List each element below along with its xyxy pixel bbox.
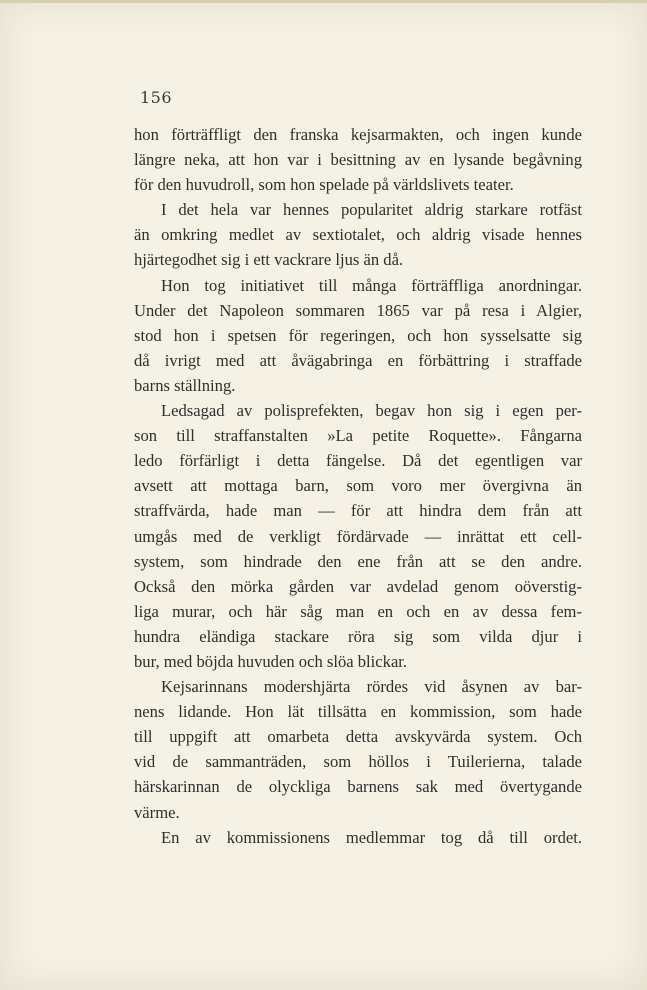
text-line: Kejsarinnans modershjärta rördes vid åsynen av bar-: [161, 677, 582, 697]
text-line: nens lidande. Hon lät tillsätta en kommission, som hade: [134, 702, 582, 722]
text-line: liga murar, och här såg man en och en av dessa fem-: [134, 601, 582, 621]
text-line: vid de sammanträden, som höllos i Tuilerierna, talade: [134, 752, 582, 772]
text-line: ledo förfärligt i detta fängelse. Då det egentligen var: [134, 451, 582, 471]
page-number: 156: [140, 88, 173, 107]
text-line: då ivrigt med att åvägabringa en förbättring i straffade: [134, 350, 582, 370]
text-line: bur, med böjda huvuden och slöa blickar.: [134, 651, 408, 671]
text-line: barns ställning.: [134, 375, 236, 395]
text-line: son till straffanstalten »La petite Roquette». Fångarna: [134, 426, 582, 446]
text-line: än omkring medlet av sextiotalet, och aldrig visade hennes: [134, 225, 582, 245]
text-line: Under det Napoleon sommaren 1865 var på resa i Algier,: [134, 300, 582, 320]
body-text: [134, 122, 582, 850]
text-line: stod hon i spetsen för regeringen, och hon sysselsatte sig: [134, 325, 582, 345]
text-line: för den huvudroll, som hon spelade på världslivets teater.: [134, 175, 514, 195]
text-line: umgås med de verkligt fördärvade — inrättat ett cell-: [134, 526, 582, 546]
text-line: Hon tog initiativet till många förträffliga anordningar.: [161, 275, 582, 295]
text-line: härskarinnan de olyckliga barnens sak med övertygande: [134, 777, 582, 797]
text-line: Ledsagad av polisprefekten, begav hon sig i egen per-: [161, 401, 582, 421]
text-line: system, som hindrade den ene från att se den andre.: [134, 551, 582, 571]
text-line: hjärtegodhet sig i ett vackrare ljus än då.: [134, 250, 404, 270]
text-line: hundra eländiga stackare röra sig som vilda djur i: [134, 626, 582, 646]
text-line: straffvärda, hade man — för att hindra dem från att: [134, 501, 582, 521]
text-line: Också den mörka gården var avdelad genom oöverstig-: [134, 576, 582, 596]
page-top-edge: [0, 0, 647, 3]
text-line: värme.: [134, 802, 180, 822]
text-line: hon förträffligt den franska kejsarmakten, och ingen kunde: [134, 125, 582, 144]
text-line: I det hela var hennes popularitet aldrig starkare rotfäst: [161, 200, 582, 220]
text-line: till uppgift att omarbeta detta avskyvärda system. Och: [134, 727, 582, 747]
text-line: En av kommissionens medlemmar tog då till ordet.: [161, 827, 582, 847]
text-line: längre neka, att hon var i besittning av en lysande begåvning: [134, 150, 582, 170]
text-line: avsett att mottaga barn, som voro mer övergivna än: [134, 476, 582, 496]
